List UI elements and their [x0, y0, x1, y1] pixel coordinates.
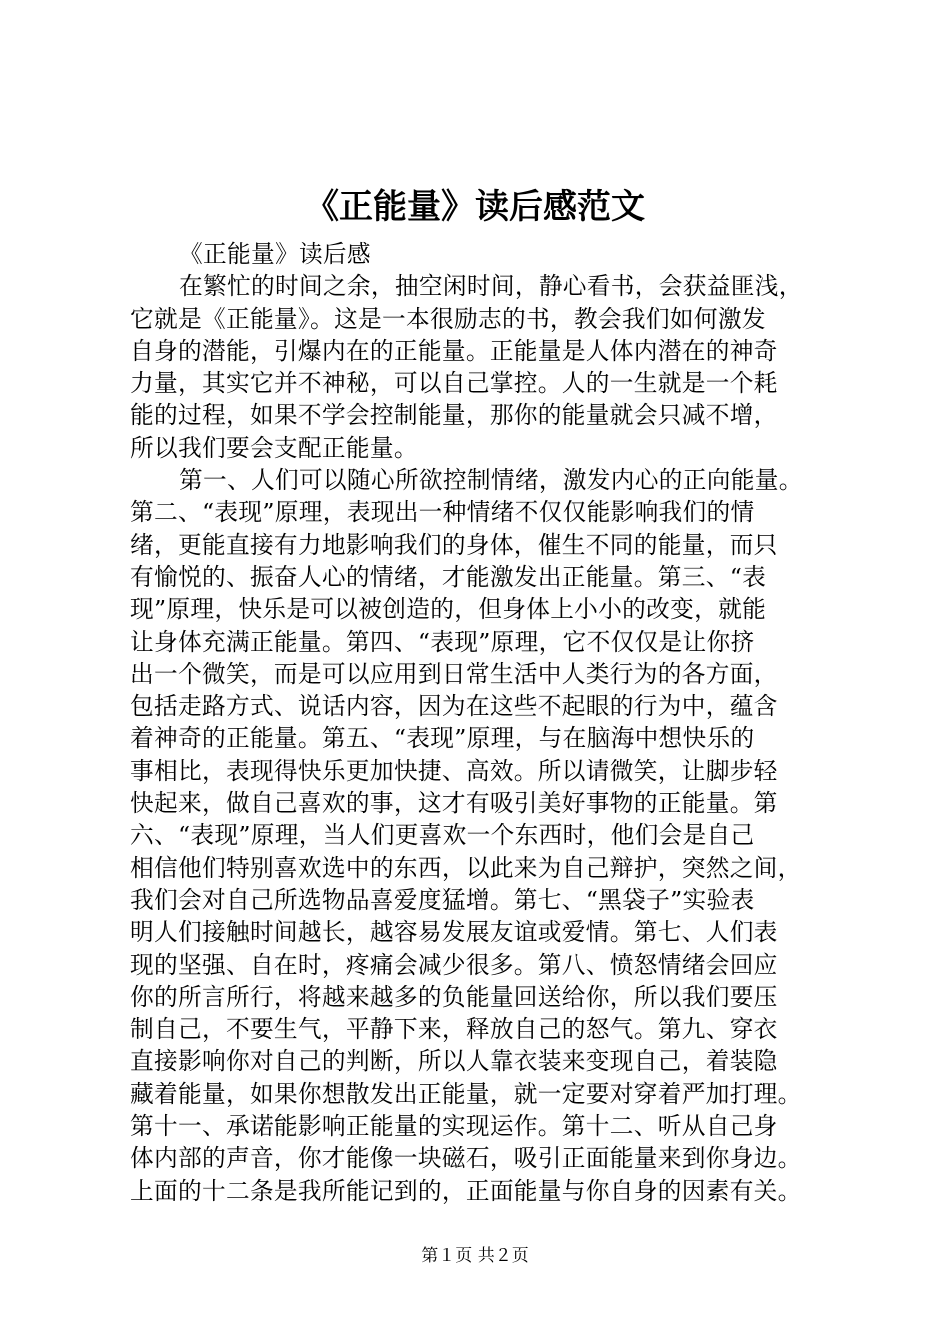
document-title: 《正能量》读后感范文 — [305, 187, 645, 227]
body-line: 自身的潜能，引爆内在的正能量。正能量是人体内潜在的神奇 — [130, 336, 778, 365]
body-line: 让身体充满正能量。第四、“表现”原理，它不仅仅是让你挤 — [130, 627, 755, 656]
body-line: 绪，更能直接有力地影响我们的身体，催生不同的能量，而只 — [130, 530, 778, 559]
body-line: 相信他们特别喜欢选中的东西，以此来为自己辩护，突然之间， — [130, 853, 802, 882]
body-line: 《正能量》读后感 — [179, 240, 371, 268]
body-line: 六、“表现”原理，当人们更喜欢一个东西时，他们会是自己 — [130, 821, 755, 850]
body-line: 它就是《正能量》。这是一本很励志的书，教会我们如何激发 — [130, 304, 766, 333]
body-line: 体内部的声音，你才能像一块磁石，吸引正面能量来到你身边。 — [130, 1144, 802, 1173]
body-line: 能的过程，如果不学会控制能量，那你的能量就会只减不增， — [130, 401, 778, 430]
body-line: 第一、人们可以随心所欲控制情绪，激发内心的正向能量。 — [179, 466, 803, 495]
body-line: 现”原理，快乐是可以被创造的，但身体上小小的改变，就能 — [130, 595, 767, 624]
body-line: 所以我们要会支配正能量。 — [130, 433, 418, 462]
body-line: 第十一、承诺能影响正能量的实现运作。第十二、听从自己身 — [130, 1112, 778, 1141]
body-line: 你的所言所行，将越来越多的负能量回送给你，所以我们要压 — [130, 982, 778, 1011]
body-line: 制自己，不要生气，平静下来，释放自己的怒气。第九、穿衣 — [130, 1015, 778, 1044]
body-line: 藏着能量，如果你想散发出正能量，就一定要对穿着严加打理。 — [130, 1079, 802, 1108]
page-footer: 第１页 共２页 — [421, 1246, 529, 1266]
body-line: 直接影响你对自己的判断，所以人靠衣装来变现自己，着装隐 — [130, 1047, 778, 1076]
body-line: 现的坚强、自在时，疼痛会减少很多。第八、愤怒情绪会回应 — [130, 950, 778, 979]
body-line: 事相比，表现得快乐更加快捷、高效。所以请微笑，让脚步轻 — [130, 756, 778, 785]
body-line: 上面的十二条是我所能记到的，正面能量与你自身的因素有关。 — [130, 1176, 802, 1205]
body-line: 出一个微笑，而是可以应用到日常生活中人类行为的各方面， — [130, 659, 778, 688]
body-line: 着神奇的正能量。第五、“表现”原理，与在脑海中想快乐的 — [130, 724, 755, 753]
body-line: 快起来，做自己喜欢的事，这才有吸引美好事物的正能量。第 — [130, 789, 778, 818]
body-line: 明人们接触时间越长，越容易发展友谊或爱情。第七、人们表 — [130, 918, 778, 947]
body-line: 第二、“表现”原理，表现出一种情绪不仅仅能影响我们的情 — [130, 498, 755, 527]
body-line: 力量，其实它并不神秘，可以自己掌控。人的一生就是一个耗 — [130, 369, 778, 398]
body-line: 有愉悦的、振奋人心的情绪，才能激发出正能量。第三、“表 — [130, 562, 767, 591]
body-line: 在繁忙的时间之余，抽空闲时间，静心看书，会获益匪浅， — [179, 272, 803, 301]
body-line: 包括走路方式、说话内容，因为在这些不起眼的行为中，蕴含 — [130, 692, 778, 721]
document-body — [130, 238, 852, 1207]
body-line: 我们会对自己所选物品喜爱度猛增。第七、“黑袋子”实验表 — [130, 885, 755, 914]
